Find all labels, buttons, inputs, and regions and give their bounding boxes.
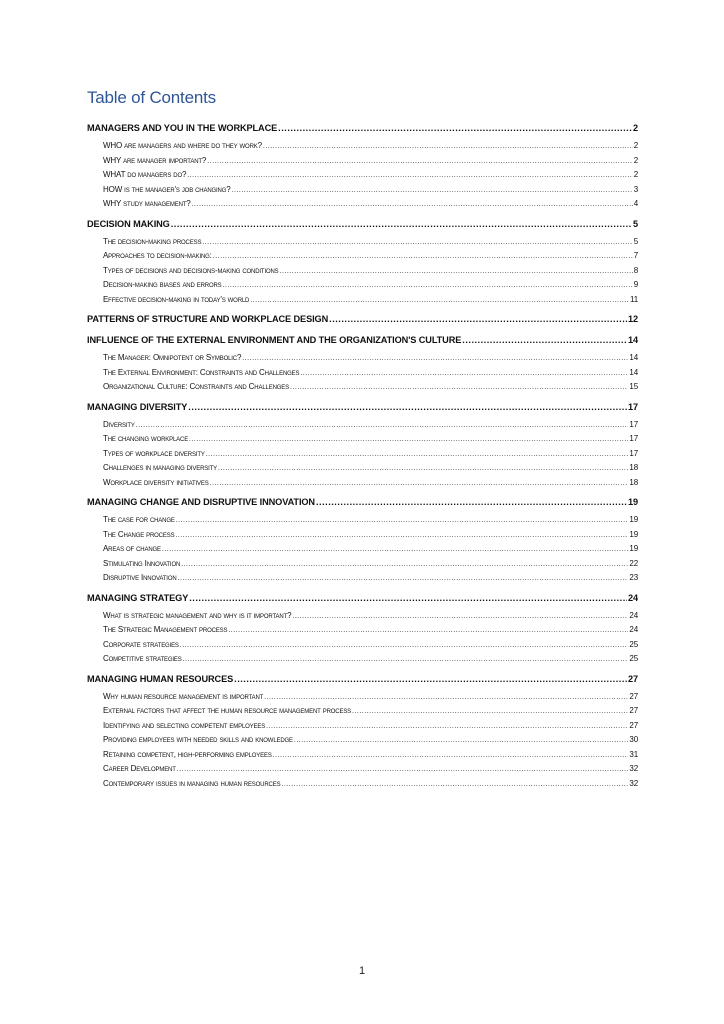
toc-subentry[interactable] <box>87 777 638 792</box>
toc-heading-entry[interactable] <box>87 311 638 328</box>
toc-subentry-label: The changing workplace <box>103 434 189 443</box>
toc-subentry[interactable] <box>87 704 638 719</box>
toc-subentry-page: 23 <box>629 573 638 582</box>
toc-heading-page: 2 <box>632 123 638 133</box>
dot-leader <box>171 216 632 233</box>
toc-section <box>87 332 638 395</box>
toc-subentry-label: The Change process <box>103 529 175 539</box>
dot-leader <box>273 748 629 764</box>
toc-subentry-page: 7 <box>633 251 638 260</box>
toc-subentries <box>87 418 638 491</box>
toc-subentry-page: 27 <box>629 706 638 715</box>
dot-leader <box>202 235 632 251</box>
toc-subentry-page: 32 <box>629 778 638 788</box>
dot-leader <box>266 719 628 735</box>
toc-subentry[interactable] <box>87 748 638 763</box>
toc-subentries <box>87 235 638 308</box>
toc-subentry[interactable] <box>87 557 638 572</box>
toc-heading-entry[interactable] <box>87 671 638 688</box>
toc-subentries <box>87 351 638 395</box>
toc-subentry[interactable] <box>87 264 638 279</box>
toc-heading-page: 17 <box>627 401 638 412</box>
dot-leader <box>162 542 629 558</box>
dot-leader <box>280 264 633 280</box>
toc-subentry-label: Competitive strategies <box>103 654 182 663</box>
toc-subentry-page: 19 <box>629 544 638 553</box>
dot-leader <box>210 476 629 492</box>
toc-subentry-page: 19 <box>629 515 638 524</box>
toc-subentry-page: 14 <box>629 353 638 362</box>
dot-leader <box>136 418 629 434</box>
toc-heading-entry[interactable] <box>87 399 638 416</box>
toc-subentry-label: Contemporary issues in managing human resources <box>103 778 281 788</box>
toc-subentry-page: 5 <box>633 236 638 246</box>
toc-subentry[interactable] <box>87 351 638 366</box>
toc-subentry-label: Providing employees with needed skills and knowledge <box>103 735 293 744</box>
toc-subentry-page: 19 <box>629 529 638 539</box>
toc-subentries <box>87 690 638 792</box>
toc-subentry-label: Decision-making biases and errors <box>103 280 222 289</box>
table-of-contents <box>87 120 638 795</box>
dot-leader <box>294 733 628 749</box>
toc-subentry[interactable] <box>87 197 638 212</box>
dot-leader <box>278 120 632 137</box>
dot-leader <box>177 762 629 778</box>
toc-subentry-label: The Manager: Omnipotent or Symbolic? <box>103 353 242 362</box>
toc-heading-page: 24 <box>627 592 638 603</box>
toc-subentry-page: 24 <box>629 610 638 620</box>
dot-leader <box>316 494 627 511</box>
toc-subentry-label: Areas of change <box>103 544 161 553</box>
toc-subentry[interactable] <box>87 418 638 433</box>
toc-subentry-page: 2 <box>633 170 638 179</box>
toc-subentry-page: 25 <box>629 639 638 649</box>
toc-subentry-label: External factors that affect the human resource management process <box>103 706 352 715</box>
toc-section <box>87 590 638 667</box>
toc-subentry[interactable] <box>87 293 638 308</box>
toc-section <box>87 311 638 328</box>
dot-leader <box>300 366 628 382</box>
toc-subentry[interactable] <box>87 183 638 198</box>
toc-subentry-label: The decision-making process <box>103 236 202 246</box>
toc-subentry[interactable] <box>87 609 638 624</box>
toc-subentry-label: Workplace diversity initiatives <box>103 477 209 487</box>
dot-leader <box>192 197 633 213</box>
toc-subentry[interactable] <box>87 513 638 528</box>
toc-subentry[interactable] <box>87 476 638 491</box>
toc-heading-entry[interactable] <box>87 494 638 511</box>
dot-leader <box>292 609 628 625</box>
toc-subentry-page: 4 <box>633 199 638 208</box>
toc-section <box>87 494 638 586</box>
toc-subentry-label: Effective decision-making in today's world <box>103 294 250 304</box>
dot-leader <box>290 380 628 396</box>
dot-leader <box>232 183 633 199</box>
toc-section <box>87 120 638 212</box>
toc-heading-label: INFLUENCE OF THE EXTERNAL ENVIRONMENT AND THE ORGANIZATION'S CULTURE <box>87 335 462 345</box>
toc-subentry[interactable] <box>87 432 638 447</box>
toc-heading-label: MANAGERS AND YOU IN THE WORKPLACE <box>87 123 278 133</box>
toc-subentry-page: 14 <box>629 367 638 377</box>
toc-subentry-page: 15 <box>629 382 638 391</box>
toc-subentry-label: WHY study management? <box>103 199 191 208</box>
toc-subentry[interactable] <box>87 762 638 777</box>
toc-heading-entry[interactable] <box>87 120 638 137</box>
dot-leader <box>234 671 627 688</box>
toc-subentry[interactable] <box>87 139 638 154</box>
toc-subentry-page: 18 <box>629 477 638 487</box>
toc-subentry[interactable] <box>87 528 638 543</box>
toc-heading-page: 12 <box>627 314 638 324</box>
dot-leader <box>176 513 629 529</box>
toc-subentry-page: 24 <box>629 625 638 634</box>
toc-heading-entry[interactable] <box>87 216 638 233</box>
toc-subentry-page: 17 <box>629 448 638 458</box>
toc-subentry-page: 11 <box>629 294 638 304</box>
toc-section <box>87 216 638 308</box>
toc-subentry-label: WHY are manager important? <box>103 155 207 165</box>
toc-heading-label: MANAGING CHANGE AND DISRUPTIVE INNOVATION <box>87 497 315 507</box>
toc-subentry-page: 2 <box>633 141 638 150</box>
toc-heading-page: 27 <box>627 673 638 684</box>
dot-leader <box>213 249 633 265</box>
toc-subentry[interactable] <box>87 461 638 476</box>
toc-subentries <box>87 609 638 667</box>
toc-subentry-page: 3 <box>633 184 638 194</box>
toc-subentry[interactable] <box>87 235 638 250</box>
page-number: 1 <box>358 965 366 977</box>
toc-subentry-page: 18 <box>629 463 638 472</box>
toc-subentry-label: HOW is the manager's job changing? <box>103 184 231 194</box>
toc-subentry-label: The Strategic Management process <box>103 625 228 634</box>
toc-subentry-page: 17 <box>629 419 638 429</box>
toc-section <box>87 399 638 491</box>
toc-subentry-label: Approaches to decision-making: <box>103 251 212 260</box>
toc-subentry-label: Disruptive Innovation <box>103 573 177 582</box>
dot-leader <box>281 777 628 793</box>
toc-heading-entry[interactable] <box>87 332 638 349</box>
toc-subentry-page: 25 <box>629 654 638 663</box>
toc-subentry-label: Diversity <box>103 419 135 429</box>
toc-subentry-label: Career Development <box>103 764 176 773</box>
toc-subentry-label: WHO are managers and where do they work? <box>103 141 262 150</box>
toc-subentry[interactable] <box>87 447 638 462</box>
dot-leader <box>250 293 629 309</box>
dot-leader <box>223 278 633 294</box>
dot-leader <box>180 638 629 654</box>
dot-leader <box>178 571 629 587</box>
dot-leader <box>329 311 627 328</box>
toc-subentry-label: Corporate strategies <box>103 639 179 649</box>
toc-subentry-page: 32 <box>629 764 638 773</box>
dot-leader <box>183 652 629 668</box>
dot-leader <box>175 528 628 544</box>
dot-leader <box>207 154 632 170</box>
dot-leader <box>187 168 632 184</box>
toc-heading-label: MANAGING STRATEGY <box>87 592 189 603</box>
toc-subentry[interactable] <box>87 380 638 395</box>
toc-subentry-label: Identifying and selecting competent employees <box>103 720 266 730</box>
toc-heading-label: MANAGING HUMAN RESOURCES <box>87 673 234 684</box>
toc-title: Table of Contents <box>87 88 216 107</box>
toc-subentry[interactable] <box>87 652 638 667</box>
toc-subentry-label: Stimulating Innovation <box>103 558 181 568</box>
toc-subentry[interactable] <box>87 623 638 638</box>
toc-subentry[interactable] <box>87 366 638 381</box>
dot-leader <box>228 623 628 639</box>
toc-subentry-page: 2 <box>633 155 638 165</box>
toc-subentry-page: 17 <box>629 434 638 443</box>
toc-subentry-label: What is strategic management and why is it important? <box>103 610 292 620</box>
toc-subentry-page: 8 <box>633 265 638 275</box>
toc-subentry-page: 22 <box>629 558 638 568</box>
toc-subentry-label: Why human resource management is important <box>103 691 264 701</box>
toc-subentry[interactable] <box>87 278 638 293</box>
toc-subentry[interactable] <box>87 249 638 264</box>
toc-subentry-page: 9 <box>633 280 638 289</box>
dot-leader <box>263 139 633 155</box>
toc-subentry-label: Types of workplace diversity <box>103 448 205 458</box>
toc-heading-label: DECISION MAKING <box>87 218 170 229</box>
toc-subentry[interactable] <box>87 719 638 734</box>
dot-leader <box>352 704 628 720</box>
dot-leader <box>218 461 628 477</box>
toc-subentry[interactable] <box>87 638 638 653</box>
toc-subentry-label: Challenges in managing diversity <box>103 463 218 472</box>
dot-leader <box>189 590 627 607</box>
toc-subentry[interactable] <box>87 154 638 169</box>
dot-leader <box>206 447 629 463</box>
toc-subentry-page: 27 <box>629 691 638 701</box>
dot-leader <box>462 332 627 349</box>
toc-subentry-page: 31 <box>629 749 638 759</box>
toc-subentries <box>87 513 638 586</box>
toc-section <box>87 671 638 792</box>
toc-subentry[interactable] <box>87 571 638 586</box>
toc-heading-page: 19 <box>627 497 638 507</box>
toc-subentries <box>87 139 638 212</box>
dot-leader <box>242 351 628 367</box>
toc-subentry[interactable] <box>87 168 638 183</box>
dot-leader <box>264 690 628 706</box>
toc-subentry-page: 30 <box>629 735 638 744</box>
toc-heading-entry[interactable] <box>87 590 638 607</box>
dot-leader <box>188 399 627 416</box>
toc-subentry-label: The External Environment: Constraints and Challenges <box>103 367 300 377</box>
toc-subentry-label: Retaining competent, high-performing employees <box>103 749 272 759</box>
dot-leader <box>189 432 628 448</box>
toc-subentry-page: 27 <box>629 720 638 730</box>
toc-subentry[interactable] <box>87 690 638 705</box>
toc-subentry[interactable] <box>87 542 638 557</box>
toc-subentry-label: Organizational Culture: Constraints and Challenges <box>103 382 289 391</box>
toc-subentry-label: The case for change <box>103 515 175 524</box>
toc-heading-page: 5 <box>632 218 638 229</box>
toc-subentry[interactable] <box>87 733 638 748</box>
toc-subentry-label: WHAT do managers do? <box>103 170 187 179</box>
toc-heading-page: 14 <box>627 335 638 345</box>
toc-heading-label: MANAGING DIVERSITY <box>87 401 188 412</box>
dot-leader <box>181 557 628 573</box>
toc-subentry-label: Types of decisions and decisions-making conditions <box>103 265 279 275</box>
toc-heading-label: PATTERNS OF STRUCTURE AND WORKPLACE DESIGN <box>87 314 329 324</box>
